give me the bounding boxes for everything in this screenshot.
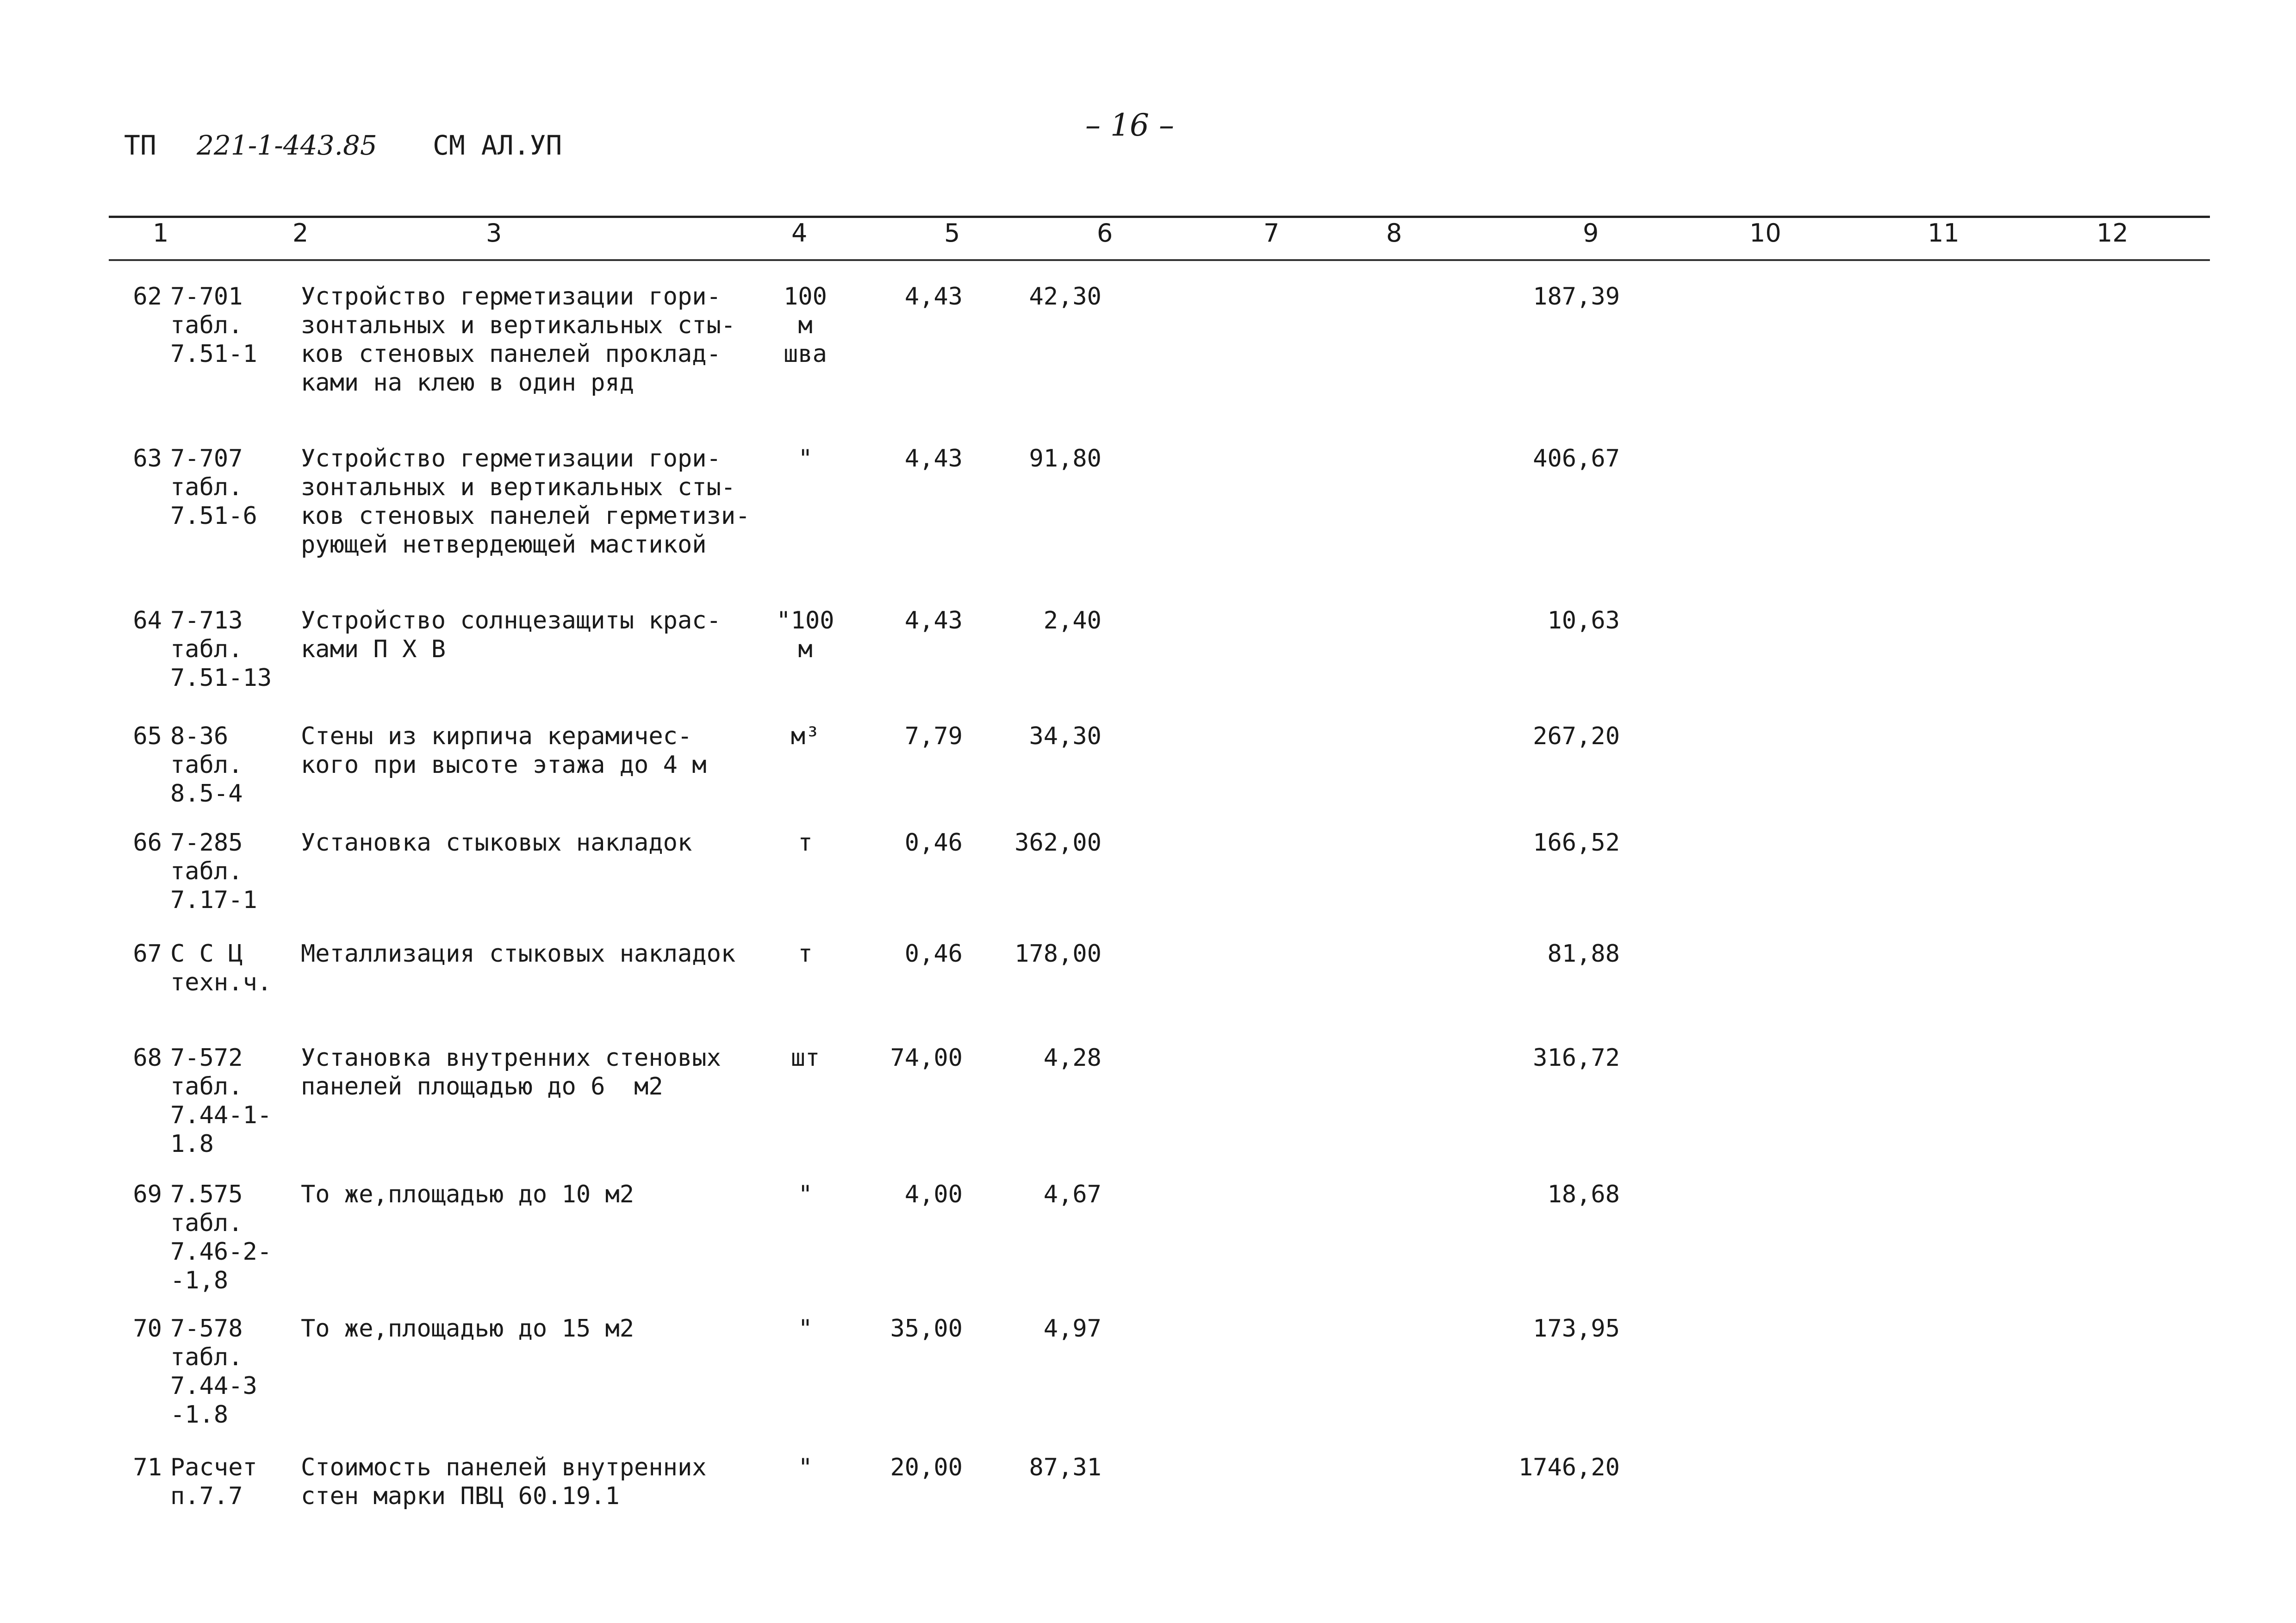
norm-code-line: 7.46-2- [170,1238,272,1266]
total-cost: 406,67 [1533,445,1620,473]
norm-code [170,606,272,692]
unit [759,1180,852,1209]
unit-price: 42,30 [1029,283,1101,311]
unit-price: 2,40 [1043,607,1101,634]
norm-code-line: 7.51-6 [170,502,257,530]
norm-code [170,722,243,808]
unit-price: 4,67 [1043,1181,1101,1208]
row-number: 71 [133,1454,162,1481]
total-cost: 10,63 [1547,607,1620,634]
unit-line: шт [790,1044,820,1072]
norm-code-line: табл. [170,635,243,663]
quantity: 4,43 [904,283,963,311]
norm-code-line: табл. [170,1209,243,1237]
work-description [301,444,750,559]
norm-code-line: 7-572 [170,1044,243,1072]
norm-code [170,1180,272,1295]
unit [759,1453,852,1482]
norm-code-line: 7-707 [170,445,243,473]
unit-line: шва [784,340,827,368]
work-description-line: стен марки ПВЦ 60.19.1 [301,1482,620,1510]
unit-price: 4,28 [1043,1044,1101,1072]
quantity: 74,00 [890,1044,963,1072]
col-header: 8 [1386,218,1402,248]
unit [759,1044,852,1072]
norm-code-line: -1,8 [170,1267,229,1294]
quantity: 0,46 [904,940,963,968]
unit-line: т [798,940,813,968]
quantity: 4,00 [904,1181,963,1208]
unit-price: 91,80 [1029,445,1101,473]
unit-price: 34,30 [1029,722,1101,750]
total-cost: 18,68 [1547,1181,1620,1208]
work-description-line: Устройство солнцезащиты крас- [301,607,721,634]
row-number: 69 [133,1181,162,1208]
norm-code [170,444,257,530]
col-header: 2 [292,218,309,248]
work-description-line: Стоимость панелей внутренних [301,1454,707,1481]
quantity: 4,43 [904,607,963,634]
work-description-line: рующей нетвердеющей мастикой [301,531,707,559]
work-description-line: Стены из кирпича керамичес- [301,722,692,750]
quantity: 35,00 [890,1315,963,1343]
norm-code-line: 7-701 [170,283,243,311]
work-description-line: Установка стыковых накладок [301,829,692,857]
unit-line: т [798,829,813,857]
work-description-line: Устройство герметизации гори- [301,283,721,311]
norm-code-line: табл. [170,751,243,779]
col-header: 6 [1097,218,1113,248]
work-description [301,1180,634,1209]
norm-code [170,939,272,997]
quantity: 20,00 [890,1454,963,1481]
norm-code-line: 8.5-4 [170,780,243,808]
doc-suffix: СМ АЛ.УП [433,130,562,161]
norm-code-line: 7.51-13 [170,664,272,692]
total-cost: 316,72 [1533,1044,1620,1072]
work-description-line: ков стеновых панелей проклад- [301,340,721,368]
unit-price: 4,97 [1043,1315,1101,1343]
doc-number: 221-1-443.85 [197,130,377,161]
norm-code-line: 7.44-3 [170,1372,257,1400]
unit [759,606,852,664]
unit-line: 100 [784,283,827,311]
norm-code-line: табл. [170,1073,243,1101]
unit [759,1314,852,1343]
total-cost: 1746,20 [1518,1454,1620,1481]
table-top-rule [109,216,2210,218]
norm-code-line: -1.8 [170,1401,229,1429]
work-description-line: зонтальных и вертикальных сты- [301,473,736,501]
work-description-line: панелей площадью до 6 м2 [301,1073,663,1101]
row-number: 67 [133,940,162,968]
norm-code [170,828,257,914]
work-description-line: кого при высоте этажа до 4 м [301,751,707,779]
doc-prefix: ТП [124,130,156,161]
norm-code-line: табл. [170,858,243,885]
col-header: 10 [1749,218,1781,248]
col-header: 11 [1928,218,1960,248]
unit-line: " [798,1315,813,1343]
row-number: 63 [133,445,162,473]
work-description-line: ками на клею в один ряд [301,369,635,397]
total-cost: 187,39 [1533,283,1620,311]
row-number: 70 [133,1315,162,1343]
work-description-line: То же,площадью до 10 м2 [301,1181,635,1208]
quantity: 7,79 [904,722,963,750]
work-description [301,1044,721,1101]
unit-price: 178,00 [1014,940,1101,968]
row-number: 66 [133,829,162,857]
column-header-rule [109,259,2210,261]
norm-code [170,1453,257,1511]
work-description-line: Устройство герметизации гори- [301,445,721,473]
unit [759,722,852,751]
work-description-line: зонтальных и вертикальных сты- [301,311,736,339]
norm-code-line: 7-578 [170,1315,243,1343]
norm-code-line: 8-36 [170,722,229,750]
work-description [301,1314,634,1343]
unit-line: " [798,445,813,473]
total-cost: 267,20 [1533,722,1620,750]
row-number: 64 [133,607,162,634]
norm-code-line: 7.44-1- [170,1101,272,1129]
total-cost: 166,52 [1533,829,1620,857]
norm-code-line: 7-285 [170,829,243,857]
work-description [301,939,735,968]
norm-code-line: техн.ч. [170,969,272,996]
work-description-line: Установка внутренних стеновых [301,1044,721,1072]
work-description-line: ками П Х В [301,635,446,663]
work-description [301,722,707,779]
unit [759,828,852,857]
unit-price: 87,31 [1029,1454,1101,1481]
col-header: 7 [1263,218,1280,248]
norm-code-line: п.7.7 [170,1482,243,1510]
unit-line: "100 [776,607,834,634]
col-header: 12 [2097,218,2128,248]
norm-code-line: 7.17-1 [170,886,257,914]
norm-code-line: табл. [170,311,243,339]
unit [759,939,852,968]
work-description-line: То же,площадью до 15 м2 [301,1315,635,1343]
norm-code [170,1044,272,1158]
unit-line: м³ [790,722,820,750]
work-description-line: Металлизация стыковых накладок [301,940,736,968]
unit-line: м [798,635,813,663]
quantity: 0,46 [904,829,963,857]
unit-line: " [798,1454,813,1481]
norm-code-line: Расчет [170,1454,257,1481]
work-description [301,828,692,857]
col-header: 5 [944,218,960,248]
row-number: 62 [133,283,162,311]
norm-code-line: табл. [170,473,243,501]
row-number: 68 [133,1044,162,1072]
work-description [301,606,721,664]
col-header: 9 [1583,218,1599,248]
unit [759,444,852,473]
norm-code-line: табл. [170,1343,243,1371]
work-description [301,1453,707,1511]
norm-code [170,1314,257,1429]
unit-line: " [798,1181,813,1208]
norm-code-line: 7.51-1 [170,340,257,368]
norm-code-line: С С Ц [170,940,243,968]
norm-code [170,282,257,368]
norm-code-line: 7.575 [170,1181,243,1208]
unit-line: м [798,311,813,339]
norm-code-line: 1.8 [170,1130,214,1158]
unit-price: 362,00 [1014,829,1101,857]
page-number: – 16 – [1085,107,1174,143]
col-header: 4 [791,218,808,248]
col-header: 3 [486,218,502,248]
col-header: 1 [153,218,169,248]
quantity: 4,43 [904,445,963,473]
total-cost: 81,88 [1547,940,1620,968]
work-description-line: ков стеновых панелей герметизи- [301,502,750,530]
row-number: 65 [133,722,162,750]
total-cost: 173,95 [1533,1315,1620,1343]
unit [759,282,852,368]
norm-code-line: 7-713 [170,607,243,634]
work-description [301,282,735,397]
